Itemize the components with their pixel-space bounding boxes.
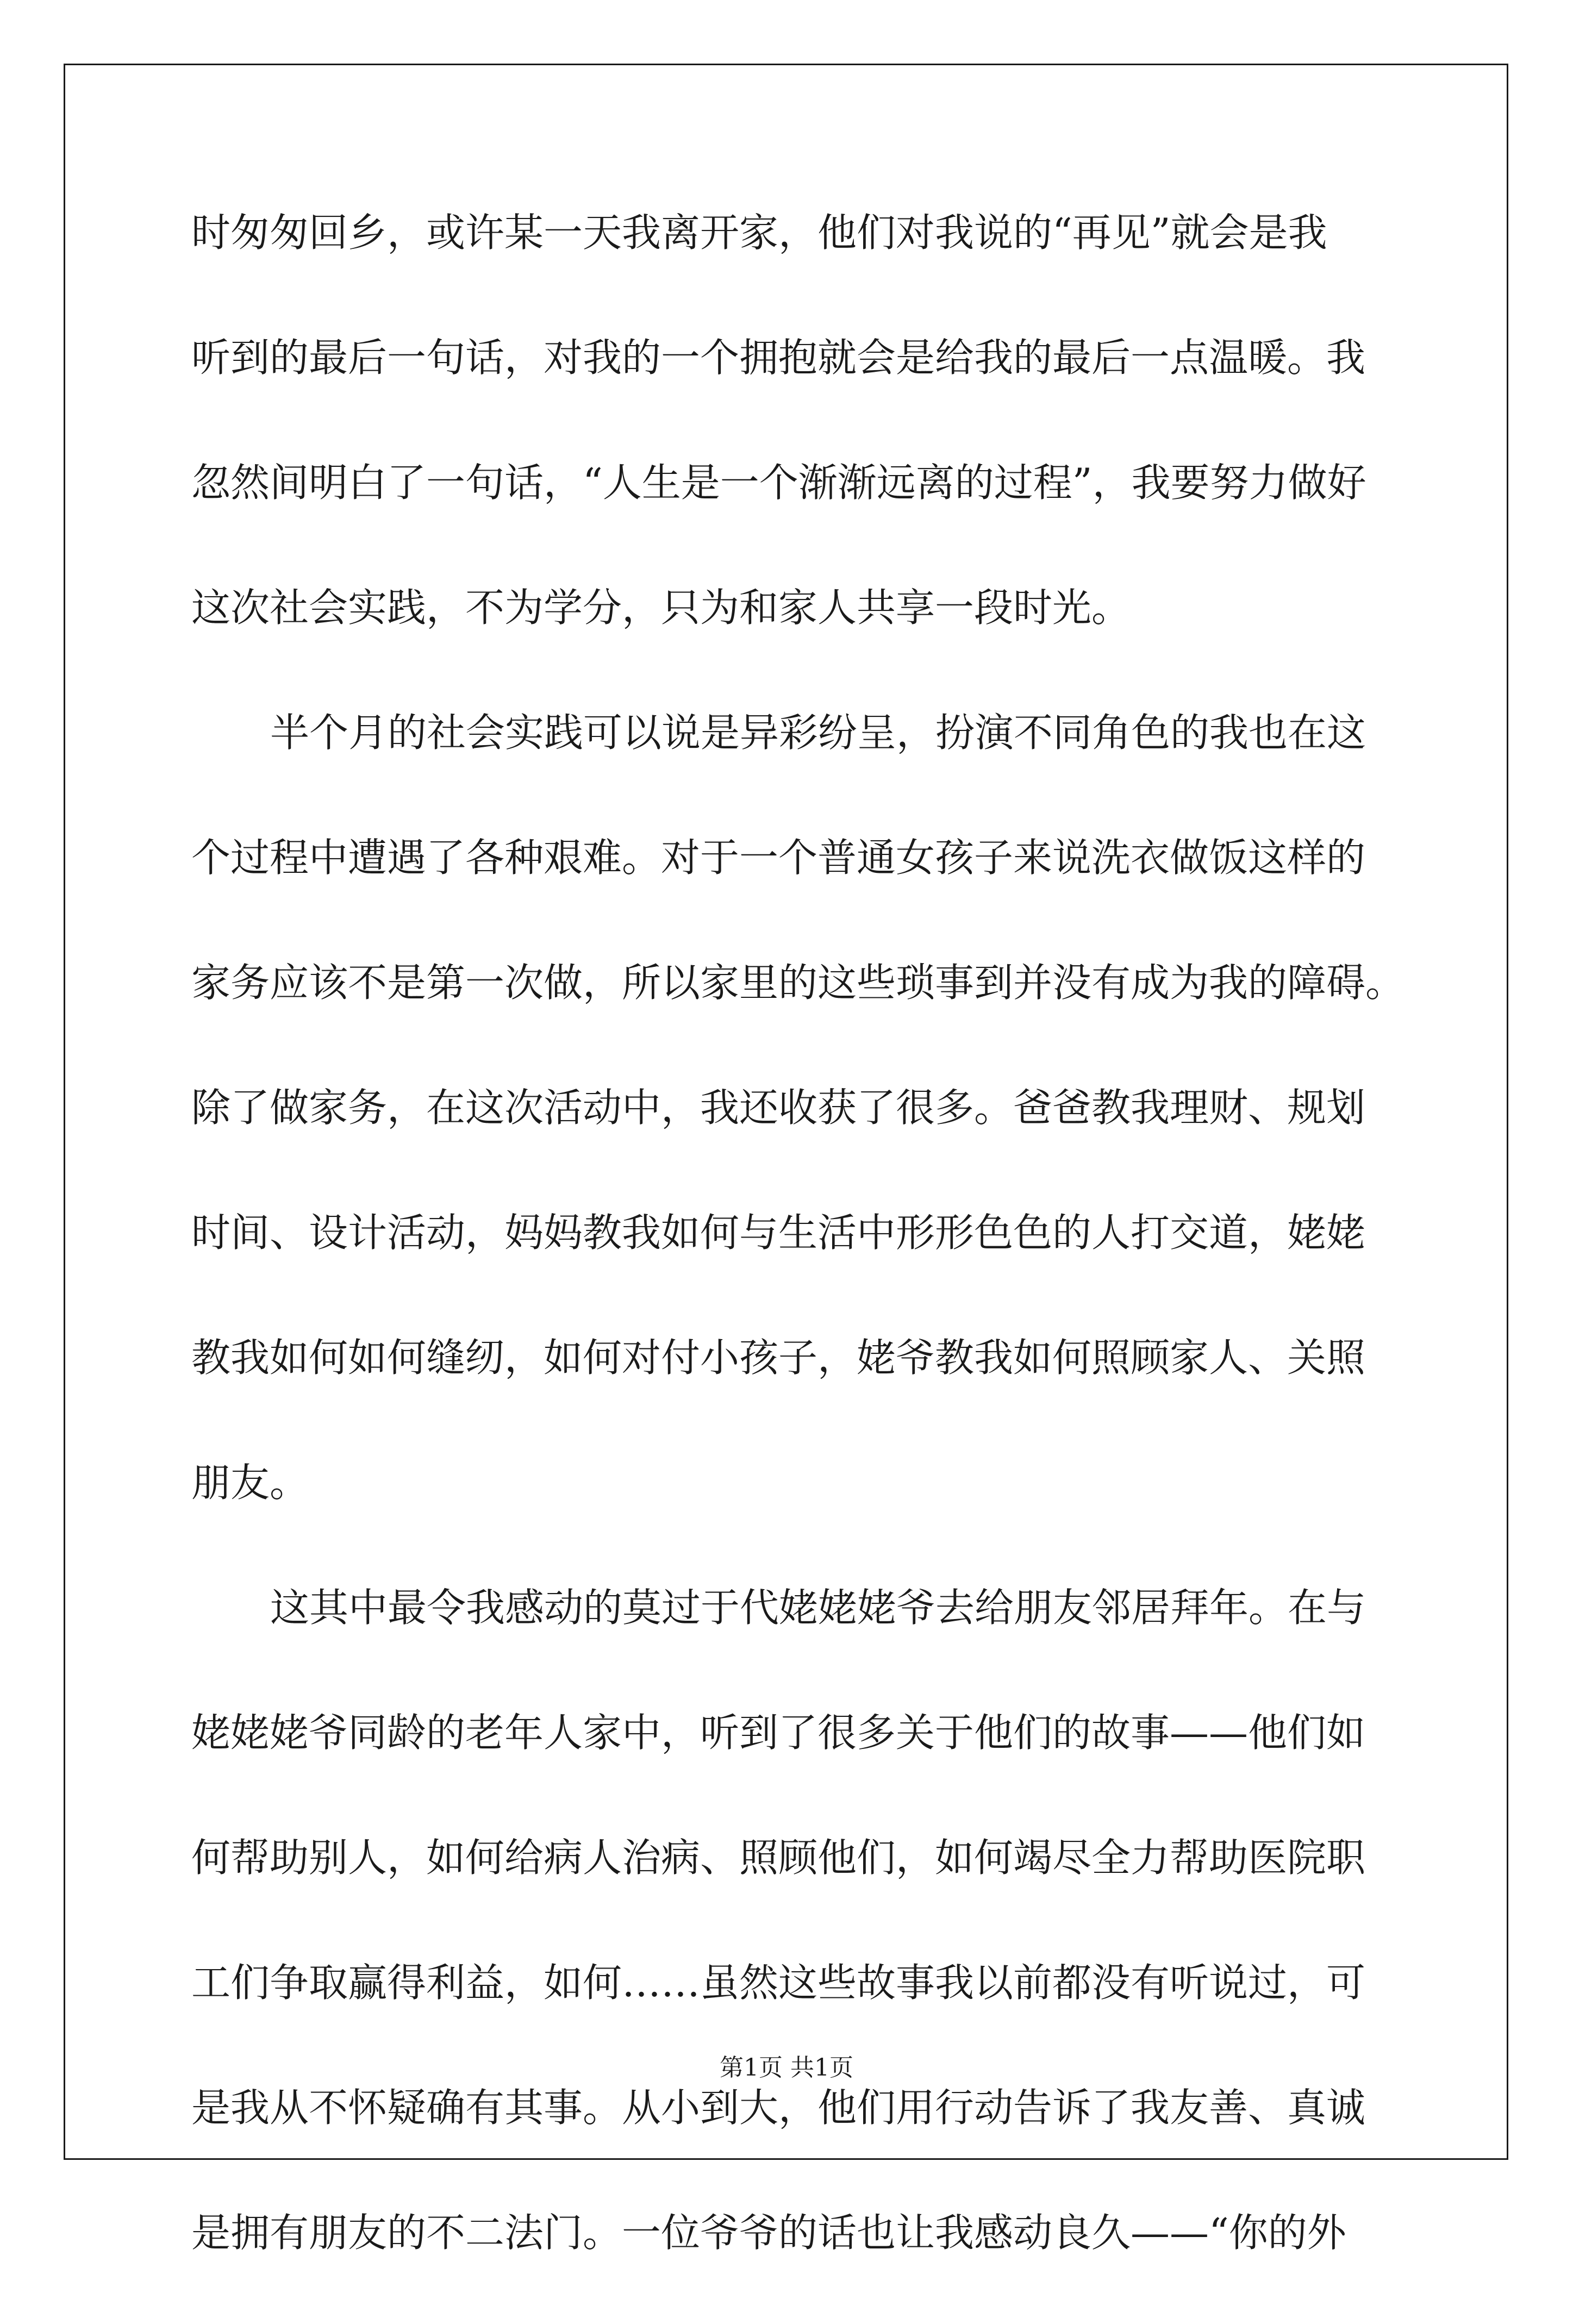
paragraph-start-line: 半个月的社会实践可以说是异彩纷呈，扮演不同角色的我也在这	[270, 710, 1366, 755]
paragraph-start-line: 这其中最令我感动的莫过于代姥姥姥爷去给朋友邻居拜年。在与	[270, 1585, 1366, 1630]
text-line: 姥姥姥爷同龄的老年人家中，听到了很多关于他们的故事——他们如	[191, 1710, 1366, 1756]
text-line: 时匆匆回乡，或许某一天我离开家，他们对我说的“再见”就会是我	[191, 210, 1327, 255]
document-body	[191, 199, 1405, 2324]
text-line: 时间、设计活动，妈妈教我如何与生活中形形色色的人打交道，姥姥	[191, 1210, 1366, 1255]
text-line: 除了做家务，在这次活动中，我还收获了很多。爸爸教我理财、规划	[191, 1085, 1366, 1130]
text-line: 家务应该不是第一次做，所以家里的这些琐事到并没有成为我的障碍。	[191, 960, 1405, 1005]
text-line: 听到的最后一句话，对我的一个拥抱就会是给我的最后一点温暖。我	[191, 335, 1366, 380]
text-line: 教我如何如何缝纫，如何对付小孩子，姥爷教我如何照顾家人、关照	[191, 1335, 1366, 1380]
text-line: 是拥有朋友的不二法门。一位爷爷的话也让我感动良久——“你的外	[191, 2210, 1346, 2256]
text-line: 何帮助别人，如何给病人治病、照顾他们，如何竭尽全力帮助医院职	[191, 1835, 1366, 1881]
text-line: 忽然间明白了一句话，“人生是一个渐渐远离的过程”，我要努力做好	[191, 460, 1366, 505]
page-footer	[0, 2048, 1573, 2083]
text-line: 这次社会实践，不为学分，只为和家人共享一段时光。	[191, 585, 1131, 630]
page-number: 第1页 共1页	[720, 2054, 853, 2082]
text-line: 工们争取赢得利益，如何……虽然这些故事我以前都没有听说过，可	[191, 1960, 1366, 2006]
text-line: 个过程中遭遇了各种艰难。对于一个普通女孩子来说洗衣做饭这样的	[191, 835, 1366, 880]
text-line: 朋友。	[191, 1460, 309, 1505]
text-line: 是我从不怀疑确有其事。从小到大，他们用行动告诉了我友善、真诚	[191, 2085, 1366, 2131]
